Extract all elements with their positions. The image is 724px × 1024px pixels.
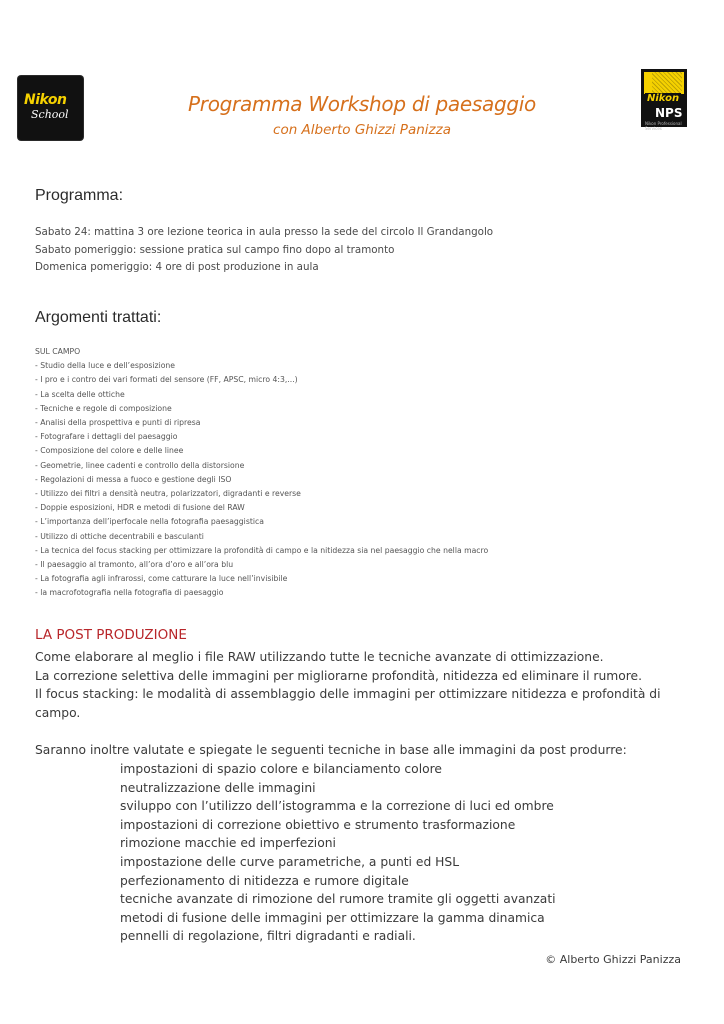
argomenti-list <box>35 345 488 601</box>
topic-item: - La scelta delle ottiche <box>35 389 125 399</box>
topic-item: - la macrofotografia nella fotografia di paesaggio <box>35 588 224 598</box>
post-produzione-text <box>35 648 685 760</box>
post-line: La correzione selettiva delle immagini per migliorarne profondità, nitidezza ed eliminare il rumore. <box>35 668 643 683</box>
logo-right-tagline: Nikon Professional Services <box>645 121 682 131</box>
technique-item: pennelli di regolazione, filtri digradanti e radiali. <box>120 929 416 944</box>
logo-right-brand: Nikon <box>647 93 680 104</box>
copyright-footer: © Alberto Ghizzi Panizza <box>545 953 681 966</box>
topic-item: - Doppie esposizioni, HDR e metodi di fusione del RAW <box>35 503 245 513</box>
technique-item: impostazione delle curve parametriche, a punti ed HSL <box>120 854 460 869</box>
argomenti-heading: Argomenti trattati: <box>35 309 162 326</box>
post-line: Il focus stacking: le modalità di assemblaggio delle immagini per ottimizzare nitidezza e profondità di campo. <box>35 687 661 720</box>
topic-item: - La fotografia agli infrarossi, come catturare la luce nell’invisibile <box>35 574 288 584</box>
page-subtitle: con Alberto Ghizzi Panizza <box>273 122 451 138</box>
programma-line: Domenica pomeriggio: 4 ore di post produzione in aula <box>35 261 319 273</box>
topic-item: - Analisi della prospettiva e punti di ripresa <box>35 418 201 428</box>
topic-item: - Utilizzo dei filtri a densità neutra, polarizzatori, digradanti e reverse <box>35 489 301 499</box>
technique-item: neutralizzazione delle immagini <box>120 780 316 795</box>
topic-item: SUL CAMPO <box>35 347 81 356</box>
page-title: Programma Workshop di paesaggio <box>188 92 536 116</box>
post-intro: Saranno inoltre valutate e spiegate le seguenti tecniche in base alle immagini da post produrre: <box>35 742 627 757</box>
topic-item: - I pro e i contro dei vari formati del sensore (FF, APSC, micro 4:3,...) <box>35 375 298 385</box>
logo-left-brand: Nikon <box>24 92 67 108</box>
logo-yellow-block <box>644 72 684 94</box>
technique-item: impostazioni di spazio colore e bilanciamento colore <box>120 762 442 776</box>
technique-item: rimozione macchie ed imperfezioni <box>120 836 336 851</box>
technique-item: impostazioni di correzione obiettivo e strumento trasformazione <box>120 817 516 832</box>
programma-list <box>35 224 493 277</box>
post-line: Come elaborare al meglio i file RAW utilizzando tutte le tecniche avanzate di ottimizzazione. <box>35 650 604 664</box>
topic-item: - L’importanza dell’iperfocale nella fotografia paesaggistica <box>35 517 264 527</box>
technique-item: tecniche avanzate di rimozione del rumore tramite gli oggetti avanzati <box>120 892 556 907</box>
techniques-list <box>120 760 556 946</box>
programma-line: Sabato 24: mattina 3 ore lezione teorica in aula presso la sede del circolo Il Grandangolo <box>35 226 494 238</box>
post-produzione-heading: LA POST PRODUZIONE <box>35 627 187 643</box>
logo-left-sub: School <box>31 108 69 121</box>
technique-item: metodi di fusione delle immagini per ottimizzare la gamma dinamica <box>120 910 545 925</box>
logo-right-sub: NPS <box>655 106 683 120</box>
topic-item: - Fotografare i dettagli del paesaggio <box>35 432 178 442</box>
topic-item: - Utilizzo di ottiche decentrabili e basculanti <box>35 531 204 541</box>
technique-item: perfezionamento di nitidezza e rumore digitale <box>120 873 409 888</box>
topic-item: - Il paesaggio al tramonto, all’ora d’oro e all’ora blu <box>35 560 234 570</box>
topic-item: - Composizione del colore e delle linee <box>35 446 184 456</box>
topic-item: - Studio della luce e dell’esposizione <box>35 361 176 371</box>
programma-line: Sabato pomeriggio: sessione pratica sul campo fino dopo al tramonto <box>35 243 395 256</box>
topic-item: - Geometrie, linee cadenti e controllo della distorsione <box>35 460 245 470</box>
topic-item: - Tecniche e regole di composizione <box>35 403 172 413</box>
technique-item: sviluppo con l’utilizzo dell’istogramma e la correzione di luci ed ombre <box>120 799 554 814</box>
programma-heading: Programma: <box>35 187 124 204</box>
topic-item: - La tecnica del focus stacking per ottimizzare la profondità di campo e la nitidezza sia nel paesaggio che nella macro <box>35 545 489 555</box>
topic-item: - Regolazioni di messa a fuoco e gestione degli ISO <box>35 474 232 484</box>
